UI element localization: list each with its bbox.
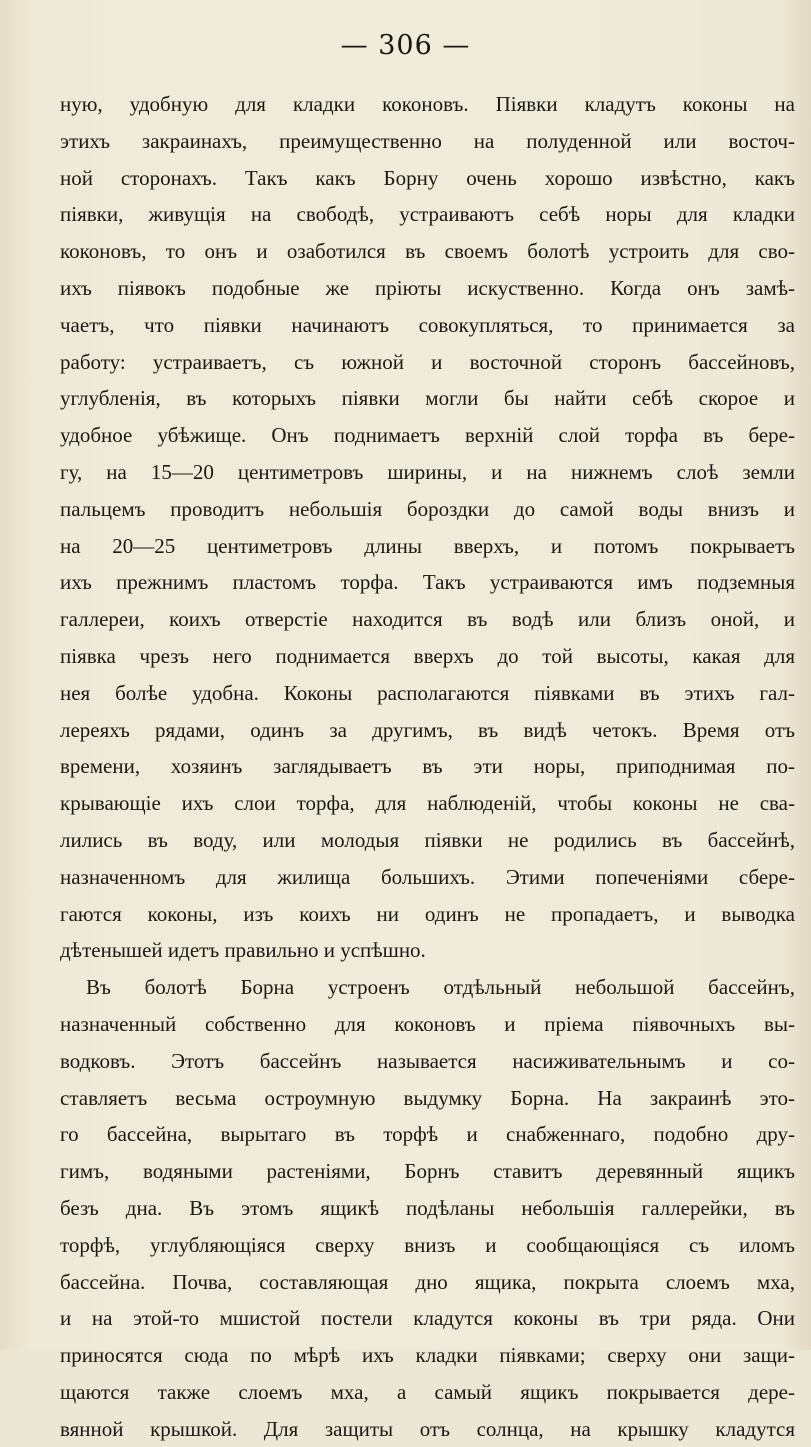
text-line: приносятся сюда по мѣрѣ ихъ кладки піявками; сверху они защи- [60,1343,795,1368]
text-line: работу: устраиваетъ, съ южной и восточной сторонъ бассейновъ, [60,349,795,374]
text-line: ную, удобную для кладки коконовъ. Піявки кладутъ коконы на [60,92,795,116]
text-line: ставляетъ весьма остроумную выдумку Борна. На закраинѣ это- [60,1085,795,1110]
text-line: вянной крышкой. Для защиты отъ солнца, на крышку кладутся [60,1416,795,1441]
text-line: лереяхъ рядами, одинъ за другимъ, въ видѣ четокъ. Время отъ [60,717,795,742]
text-line: гимъ, водяными растеніями, Борнъ ставитъ деревянный ящикъ [60,1159,795,1184]
text-line: галлереи, коихъ отверстіе находится въ водѣ или близъ оной, и [60,607,795,632]
text-line: водковъ. Этотъ бассейнъ называется насиживательнымъ и со- [60,1048,795,1073]
text-line: нея болѣе удобна. Коконы располагаются піявками въ этихъ гал- [60,680,795,705]
text-line: коконовъ, то онъ и озаботился въ своемъ болотѣ устроить для сво- [60,239,795,264]
text-line: гаются коконы, изъ коихъ ни одинъ не пропадаетъ, и выводка [60,901,795,926]
text-line: бассейна. Почва, составляющая дно ящика, покрыта слоемъ мха, [60,1269,795,1294]
text-line: безъ дна. Въ этомъ ящикѣ подѣланы небольшія галлерейки, въ [60,1195,795,1220]
text-line: чаетъ, что піявки начинаютъ совокупляться, то принимается за [60,312,795,337]
text-line: торфѣ, углубляющіяся сверху внизъ и сообщающіяся съ иломъ [60,1232,795,1257]
text-line: крывающіе ихъ слои торфа, для наблюденій, чтобы коконы не сва- [60,791,795,816]
page-number: — 306 — [340,30,471,61]
text-line: ной сторонахъ. Такъ какъ Борну очень хорошо извѣстно, какъ [60,165,795,190]
text-line: пальцемъ проводитъ небольшія бороздки до самой воды внизъ и [60,496,795,521]
text-line: этихъ закраинахъ, преимущественно на полуденной или восточ- [60,128,795,153]
text-line: гу, на 15—20 центиметровъ ширины, и на нижнемъ слоѣ земли [60,459,795,484]
text-line: назначенный собственно для коконовъ и пріема піявочныхъ вы- [60,1011,795,1036]
text-line: ихъ піявокъ подобные же пріюты искуственно. Когда онъ замѣ- [60,275,795,300]
text-line: щаются также слоемъ мха, а самый ящикъ покрывается дере- [60,1379,795,1404]
paragraph-start-line: Въ болотѣ Борна устроенъ отдѣльный небольшой бассейнъ, [86,975,795,1000]
text-line: углубленія, въ которыхъ піявки могли бы найти себѣ скорое и [60,386,795,411]
page-body-text [60,86,795,1447]
text-line: піявки, живущія на свободѣ, устраиваютъ себѣ норы для кладки [60,202,795,227]
text-line: лились въ воду, или молодыя піявки не родились въ бассейнѣ, [60,827,795,852]
text-line: піявка чрезъ него поднимается вверхъ до той высоты, какая для [60,643,795,668]
text-line: го бассейна, вырытаго въ торфѣ и снабженнаго, подобно дру- [60,1122,795,1147]
text-line: и на этой-то мшистой постели кладутся коконы въ три ряда. Они [60,1306,795,1331]
text-line: ихъ прежнимъ пластомъ торфа. Такъ устраиваются имъ подземныя [60,570,795,595]
text-line: на 20—25 центиметровъ длины вверхъ, и потомъ покрываетъ [60,533,795,558]
text-line: удобное убѣжище. Онъ поднимаетъ верхній слой торфа въ бере- [60,423,795,448]
text-line: назначенномъ для жилища большихъ. Этими попеченіями сбере- [60,864,795,889]
text-line: времени, хозяинъ заглядываетъ въ эти норы, приподнимая по- [60,754,795,779]
paragraph-end-line: дѣтенышей идетъ правильно и успѣшно. [60,938,426,963]
